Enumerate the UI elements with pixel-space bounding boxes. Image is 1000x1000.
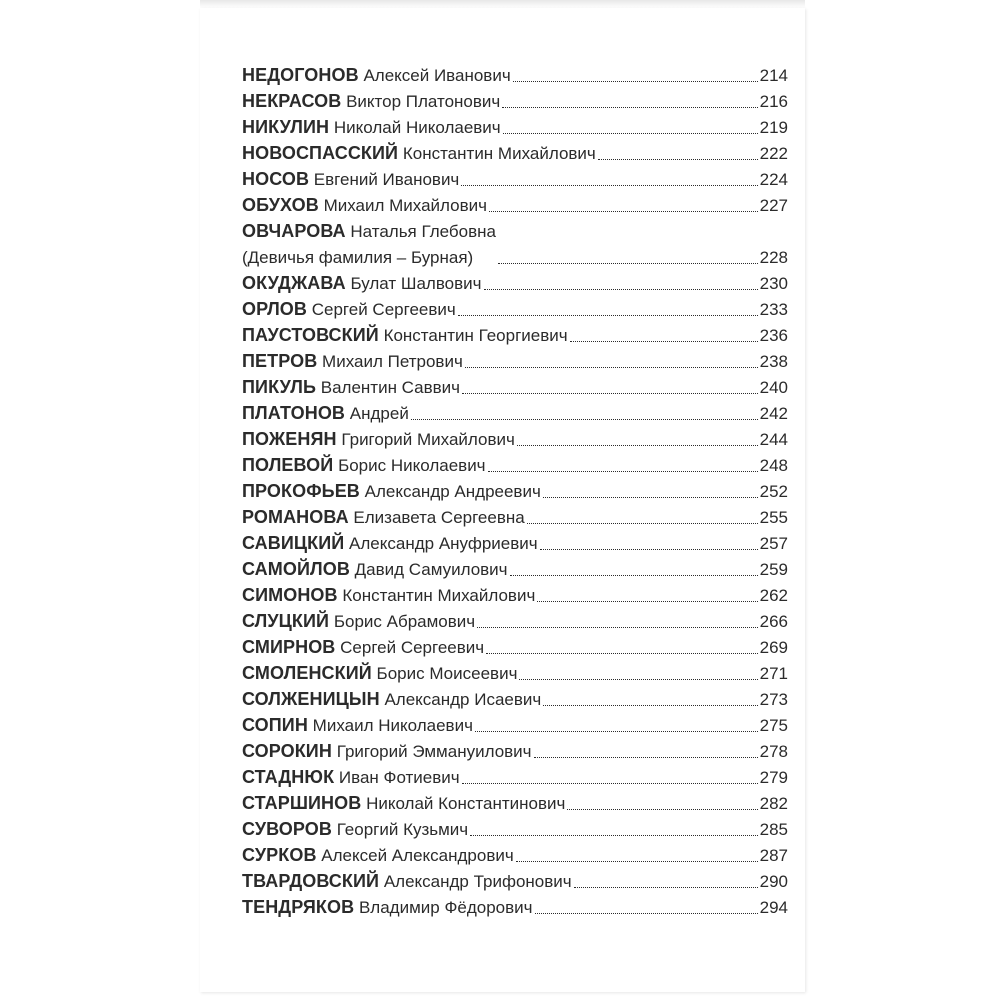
toc-entry-given-name: Сергей Сергеевич (340, 638, 485, 657)
toc-entry-name (242, 819, 468, 840)
toc-entry-name (242, 585, 535, 606)
toc-entry-surname: САВИЦКИЙ (242, 533, 345, 553)
toc-dot-leader (461, 185, 757, 186)
toc-entry (242, 372, 788, 398)
toc-dot-leader (503, 133, 758, 134)
toc-entry (242, 658, 788, 684)
toc-entry-name (242, 143, 596, 164)
toc-page-number: 271 (759, 664, 788, 683)
toc-entry-name-line (242, 169, 459, 190)
toc-dot-leader (462, 393, 758, 394)
toc-page-number: 290 (759, 872, 788, 891)
toc-entry-given-name: Александр Трифонович (383, 872, 572, 891)
toc-entry (242, 320, 788, 346)
toc-dot-leader (475, 731, 758, 732)
toc-page-number: 269 (759, 638, 788, 657)
toc-entry-name (242, 715, 473, 736)
toc-entry (242, 606, 788, 632)
toc-entry-surname: НЕКРАСОВ (242, 91, 342, 111)
toc-dot-leader (527, 523, 758, 524)
toc-entry-name-line (242, 611, 475, 632)
toc-page-number: 287 (759, 846, 788, 865)
toc-entry (242, 762, 788, 788)
toc-entry (242, 710, 788, 736)
toc-entry-name (242, 169, 459, 190)
toc-entry-given-name: Борис Абрамович (333, 612, 476, 631)
toc-entry-name-line (242, 533, 538, 554)
toc-dot-leader (502, 107, 757, 108)
toc-entry-given-name: Александр Исаевич (384, 690, 542, 709)
toc-page-number: 282 (759, 794, 788, 813)
toc-dot-leader (489, 211, 758, 212)
toc-entry-name-line (242, 429, 515, 450)
toc-page-number: 278 (759, 742, 788, 761)
toc-entry-given-name: Владимир Фёдорович (358, 898, 533, 917)
toc-page-number: 228 (759, 248, 788, 267)
toc-entry-given-name: Булат Шалвович (350, 274, 482, 293)
toc-entry-name (242, 65, 511, 86)
toc-entry-name (242, 325, 568, 346)
toc-dot-leader (488, 471, 758, 472)
toc-entry-surname: ОРЛОВ (242, 299, 308, 319)
toc-entry-surname: СОРОКИН (242, 741, 332, 761)
toc-page-number: 219 (759, 118, 788, 137)
toc-entry-name-line (242, 871, 572, 892)
toc-entry (242, 294, 788, 320)
toc-page-number: 230 (759, 274, 788, 293)
toc-entry-name-line (242, 559, 508, 580)
toc-entry-name-line (242, 221, 496, 242)
toc-page-number: 259 (759, 560, 788, 579)
toc-dot-leader (570, 341, 758, 342)
toc-page-number: 248 (759, 456, 788, 475)
toc-entry-given-name: Елизавета Сергеевна (353, 508, 525, 527)
toc-entry-name-line (242, 455, 486, 476)
toc-entry-given-name: Валентин Саввич (320, 378, 461, 397)
toc-dot-leader (462, 783, 758, 784)
toc-entry-name (242, 377, 460, 398)
toc-entry-given-name: Константин Михайлович (402, 144, 596, 163)
toc-entry-name-line (242, 897, 533, 918)
toc-entry-given-name: Борис Моисеевич (376, 664, 518, 683)
toc-entry (242, 476, 788, 502)
toc-entry-surname: ПЛАТОНОВ (242, 403, 346, 423)
toc-entry-name-line (242, 65, 511, 86)
toc-entry-given-name: Георгий Кузьмич (336, 820, 469, 839)
toc-entry-surname: НОВОСПАССКИЙ (242, 143, 399, 163)
toc-entry-name-line (242, 689, 541, 710)
toc-entry-name-line (242, 663, 517, 684)
toc-dot-leader (543, 497, 758, 498)
toc-entry-surname: СМОЛЕНСКИЙ (242, 663, 372, 683)
toc-page-number: 240 (759, 378, 788, 397)
table-of-contents (242, 60, 788, 918)
toc-page-number: 216 (759, 92, 788, 111)
toc-entry-name-line (242, 91, 500, 112)
toc-dot-leader (458, 315, 758, 316)
toc-dot-leader (465, 367, 758, 368)
toc-entry (242, 450, 788, 476)
toc-entry-surname: НИКУЛИН (242, 117, 330, 137)
toc-dot-leader (477, 627, 758, 628)
toc-dot-leader (498, 263, 758, 264)
toc-entry-surname: НОСОВ (242, 169, 310, 189)
toc-entry-name (242, 507, 525, 528)
toc-entry (242, 788, 788, 814)
toc-dot-leader (540, 549, 758, 550)
toc-entry (242, 112, 788, 138)
toc-entry (242, 86, 788, 112)
toc-page-number: 285 (759, 820, 788, 839)
toc-entry-name-line (242, 481, 541, 502)
toc-dot-leader (598, 159, 758, 160)
toc-entry-name (242, 845, 514, 866)
toc-entry-name-line (242, 377, 460, 398)
toc-entry-surname: СЛУЦКИЙ (242, 611, 330, 631)
toc-entry-name-line (242, 117, 501, 138)
toc-entry-name-line (242, 741, 532, 762)
toc-dot-leader (519, 679, 757, 680)
toc-entry-surname: ПИКУЛЬ (242, 377, 316, 397)
toc-entry-given-name: Константин Георгиевич (383, 326, 568, 345)
toc-entry-name (242, 637, 484, 658)
toc-page-number: 222 (759, 144, 788, 163)
toc-page-number: 227 (759, 196, 788, 215)
toc-entry-given-name: Иван Фотиевич (338, 768, 460, 787)
toc-entry-given-name: Михаил Петрович (322, 352, 463, 371)
toc-entry-name-line (242, 195, 487, 216)
page-top-edge (200, 0, 805, 8)
toc-entry-surname: ОВЧАРОВА (242, 221, 346, 241)
toc-entry-name (242, 793, 565, 814)
toc-entry-name (242, 741, 532, 762)
toc-entry-name (242, 429, 515, 450)
toc-entry (242, 814, 788, 840)
toc-entry-surname: ПОЛЕВОЙ (242, 455, 334, 475)
toc-dot-leader (510, 575, 758, 576)
toc-entry-note: (Девичья фамилия – Бурная) (242, 248, 474, 267)
toc-entry-name-line (242, 819, 468, 840)
toc-entry-name-line (242, 299, 456, 320)
toc-entry-surname: СУВОРОВ (242, 819, 332, 839)
toc-entry (242, 424, 788, 450)
toc-entry-name (242, 689, 541, 710)
toc-entry-surname: СОЛЖЕНИЦЫН (242, 689, 380, 709)
toc-entry-given-name: Виктор Платонович (346, 92, 501, 111)
toc-entry-given-name: Александр Андреевич (364, 482, 541, 501)
toc-entry-surname: ОКУДЖАВА (242, 273, 346, 293)
toc-entry (242, 502, 788, 528)
toc-entry-given-name: Андрей (349, 404, 409, 423)
toc-page-number: 294 (759, 898, 788, 917)
toc-entry-name (242, 897, 533, 918)
toc-entry-surname: РОМАНОВА (242, 507, 349, 527)
toc-dot-leader (535, 913, 758, 914)
toc-entry-name (242, 195, 487, 216)
toc-entry-name (242, 559, 508, 580)
toc-entry-surname: НЕДОГОНОВ (242, 65, 359, 85)
toc-entry (242, 866, 788, 892)
toc-page-number: 214 (759, 66, 788, 85)
toc-dot-leader (517, 445, 758, 446)
toc-entry (242, 554, 788, 580)
toc-entry-given-name: Давид Самуилович (354, 560, 508, 579)
toc-dot-leader (484, 289, 758, 290)
toc-entry (242, 528, 788, 554)
toc-entry-name-line (242, 637, 484, 658)
toc-entry-name (242, 403, 409, 424)
toc-entry-given-name: Константин Михайлович (342, 586, 536, 605)
toc-entry-name-line (242, 845, 514, 866)
toc-entry (242, 346, 788, 372)
toc-entry-given-name: Евгений Иванович (313, 170, 460, 189)
toc-entry-surname: СИМОНОВ (242, 585, 338, 605)
toc-dot-leader (470, 835, 757, 836)
toc-entry-name (242, 351, 463, 372)
toc-entry (242, 190, 788, 216)
toc-entry (242, 216, 788, 268)
toc-entry-name (242, 273, 482, 294)
toc-entry-name-line (242, 793, 565, 814)
toc-entry-name-line (242, 403, 409, 424)
toc-entry (242, 892, 788, 918)
toc-entry-surname: СУРКОВ (242, 845, 317, 865)
toc-entry-given-name: Григорий Эммануилович (336, 742, 532, 761)
toc-entry-surname: ПРОКОФЬЕВ (242, 481, 360, 501)
toc-entry-name-line (242, 585, 535, 606)
toc-entry-name (242, 871, 572, 892)
toc-entry-name (242, 533, 538, 554)
toc-entry-name (242, 221, 496, 268)
toc-entry (242, 164, 788, 190)
toc-entry-name (242, 455, 486, 476)
toc-entry (242, 138, 788, 164)
toc-entry-name-line (242, 715, 473, 736)
toc-entry (242, 632, 788, 658)
toc-entry-surname: ПАУСТОВСКИЙ (242, 325, 379, 345)
toc-entry (242, 580, 788, 606)
toc-page-number: 238 (759, 352, 788, 371)
toc-entry-given-name: Александр Ануфриевич (349, 534, 538, 553)
toc-dot-leader (411, 419, 758, 420)
toc-entry-name-line (242, 143, 596, 164)
toc-entry-name-line (242, 325, 568, 346)
toc-page-number: 224 (759, 170, 788, 189)
toc-entry-surname: СТАДНЮК (242, 767, 335, 787)
toc-page-number: 279 (759, 768, 788, 787)
toc-entry (242, 684, 788, 710)
toc-page-number: 257 (759, 534, 788, 553)
toc-dot-leader (574, 887, 758, 888)
toc-dot-leader (534, 757, 758, 758)
toc-entry-surname: СМИРНОВ (242, 637, 336, 657)
toc-entry-name (242, 481, 541, 502)
toc-entry-name (242, 767, 460, 788)
toc-entry-given-name: Алексей Иванович (363, 66, 511, 85)
toc-dot-leader (516, 861, 758, 862)
toc-entry-surname: ТЕНДРЯКОВ (242, 897, 355, 917)
toc-page-number: 244 (759, 430, 788, 449)
toc-entry-surname: ОБУХОВ (242, 195, 319, 215)
toc-entry-name-line (242, 507, 525, 528)
toc-entry-surname: ПОЖЕНЯН (242, 429, 337, 449)
toc-dot-leader (543, 705, 757, 706)
toc-entry-name (242, 117, 501, 138)
toc-entry-name-line (242, 767, 460, 788)
toc-entry-given-name: Алексей Александрович (321, 846, 514, 865)
toc-page-number: 275 (759, 716, 788, 735)
toc-entry-name-line (242, 273, 482, 294)
toc-entry-name (242, 299, 456, 320)
toc-entry (242, 736, 788, 762)
toc-entry (242, 268, 788, 294)
toc-page-number: 242 (759, 404, 788, 423)
toc-page-number: 233 (759, 300, 788, 319)
toc-entry-name (242, 663, 517, 684)
toc-page-number: 236 (759, 326, 788, 345)
toc-entry-given-name: Николай Николаевич (333, 118, 501, 137)
toc-entry-name (242, 91, 500, 112)
toc-entry-surname: ПЕТРОВ (242, 351, 318, 371)
toc-entry-given-name: Михаил Михайлович (323, 196, 487, 215)
toc-entry-given-name: Михаил Николаевич (312, 716, 473, 735)
toc-entry-given-name: Наталья Глебовна (350, 222, 496, 241)
toc-page-number: 266 (759, 612, 788, 631)
toc-dot-leader (513, 81, 758, 82)
toc-page-number: 252 (759, 482, 788, 501)
toc-entry-surname: СОПИН (242, 715, 308, 735)
toc-entry (242, 398, 788, 424)
toc-entry (242, 840, 788, 866)
toc-entry-given-name: Григорий Михайлович (341, 430, 515, 449)
toc-entry-given-name: Николай Константинович (366, 794, 566, 813)
toc-entry-name (242, 611, 475, 632)
toc-entry-given-name: Борис Николаевич (338, 456, 486, 475)
toc-dot-leader (486, 653, 757, 654)
toc-dot-leader (537, 601, 757, 602)
toc-dot-leader (567, 809, 757, 810)
toc-entry-surname: ТВАРДОВСКИЙ (242, 871, 380, 891)
toc-entry-name-line (242, 351, 463, 372)
toc-page-number: 255 (759, 508, 788, 527)
toc-entry-given-name: Сергей Сергеевич (311, 300, 456, 319)
toc-entry (242, 60, 788, 86)
toc-page-number: 262 (759, 586, 788, 605)
toc-entry-surname: САМОЙЛОВ (242, 559, 350, 579)
toc-page-number: 273 (759, 690, 788, 709)
toc-entry-surname: СТАРШИНОВ (242, 793, 362, 813)
